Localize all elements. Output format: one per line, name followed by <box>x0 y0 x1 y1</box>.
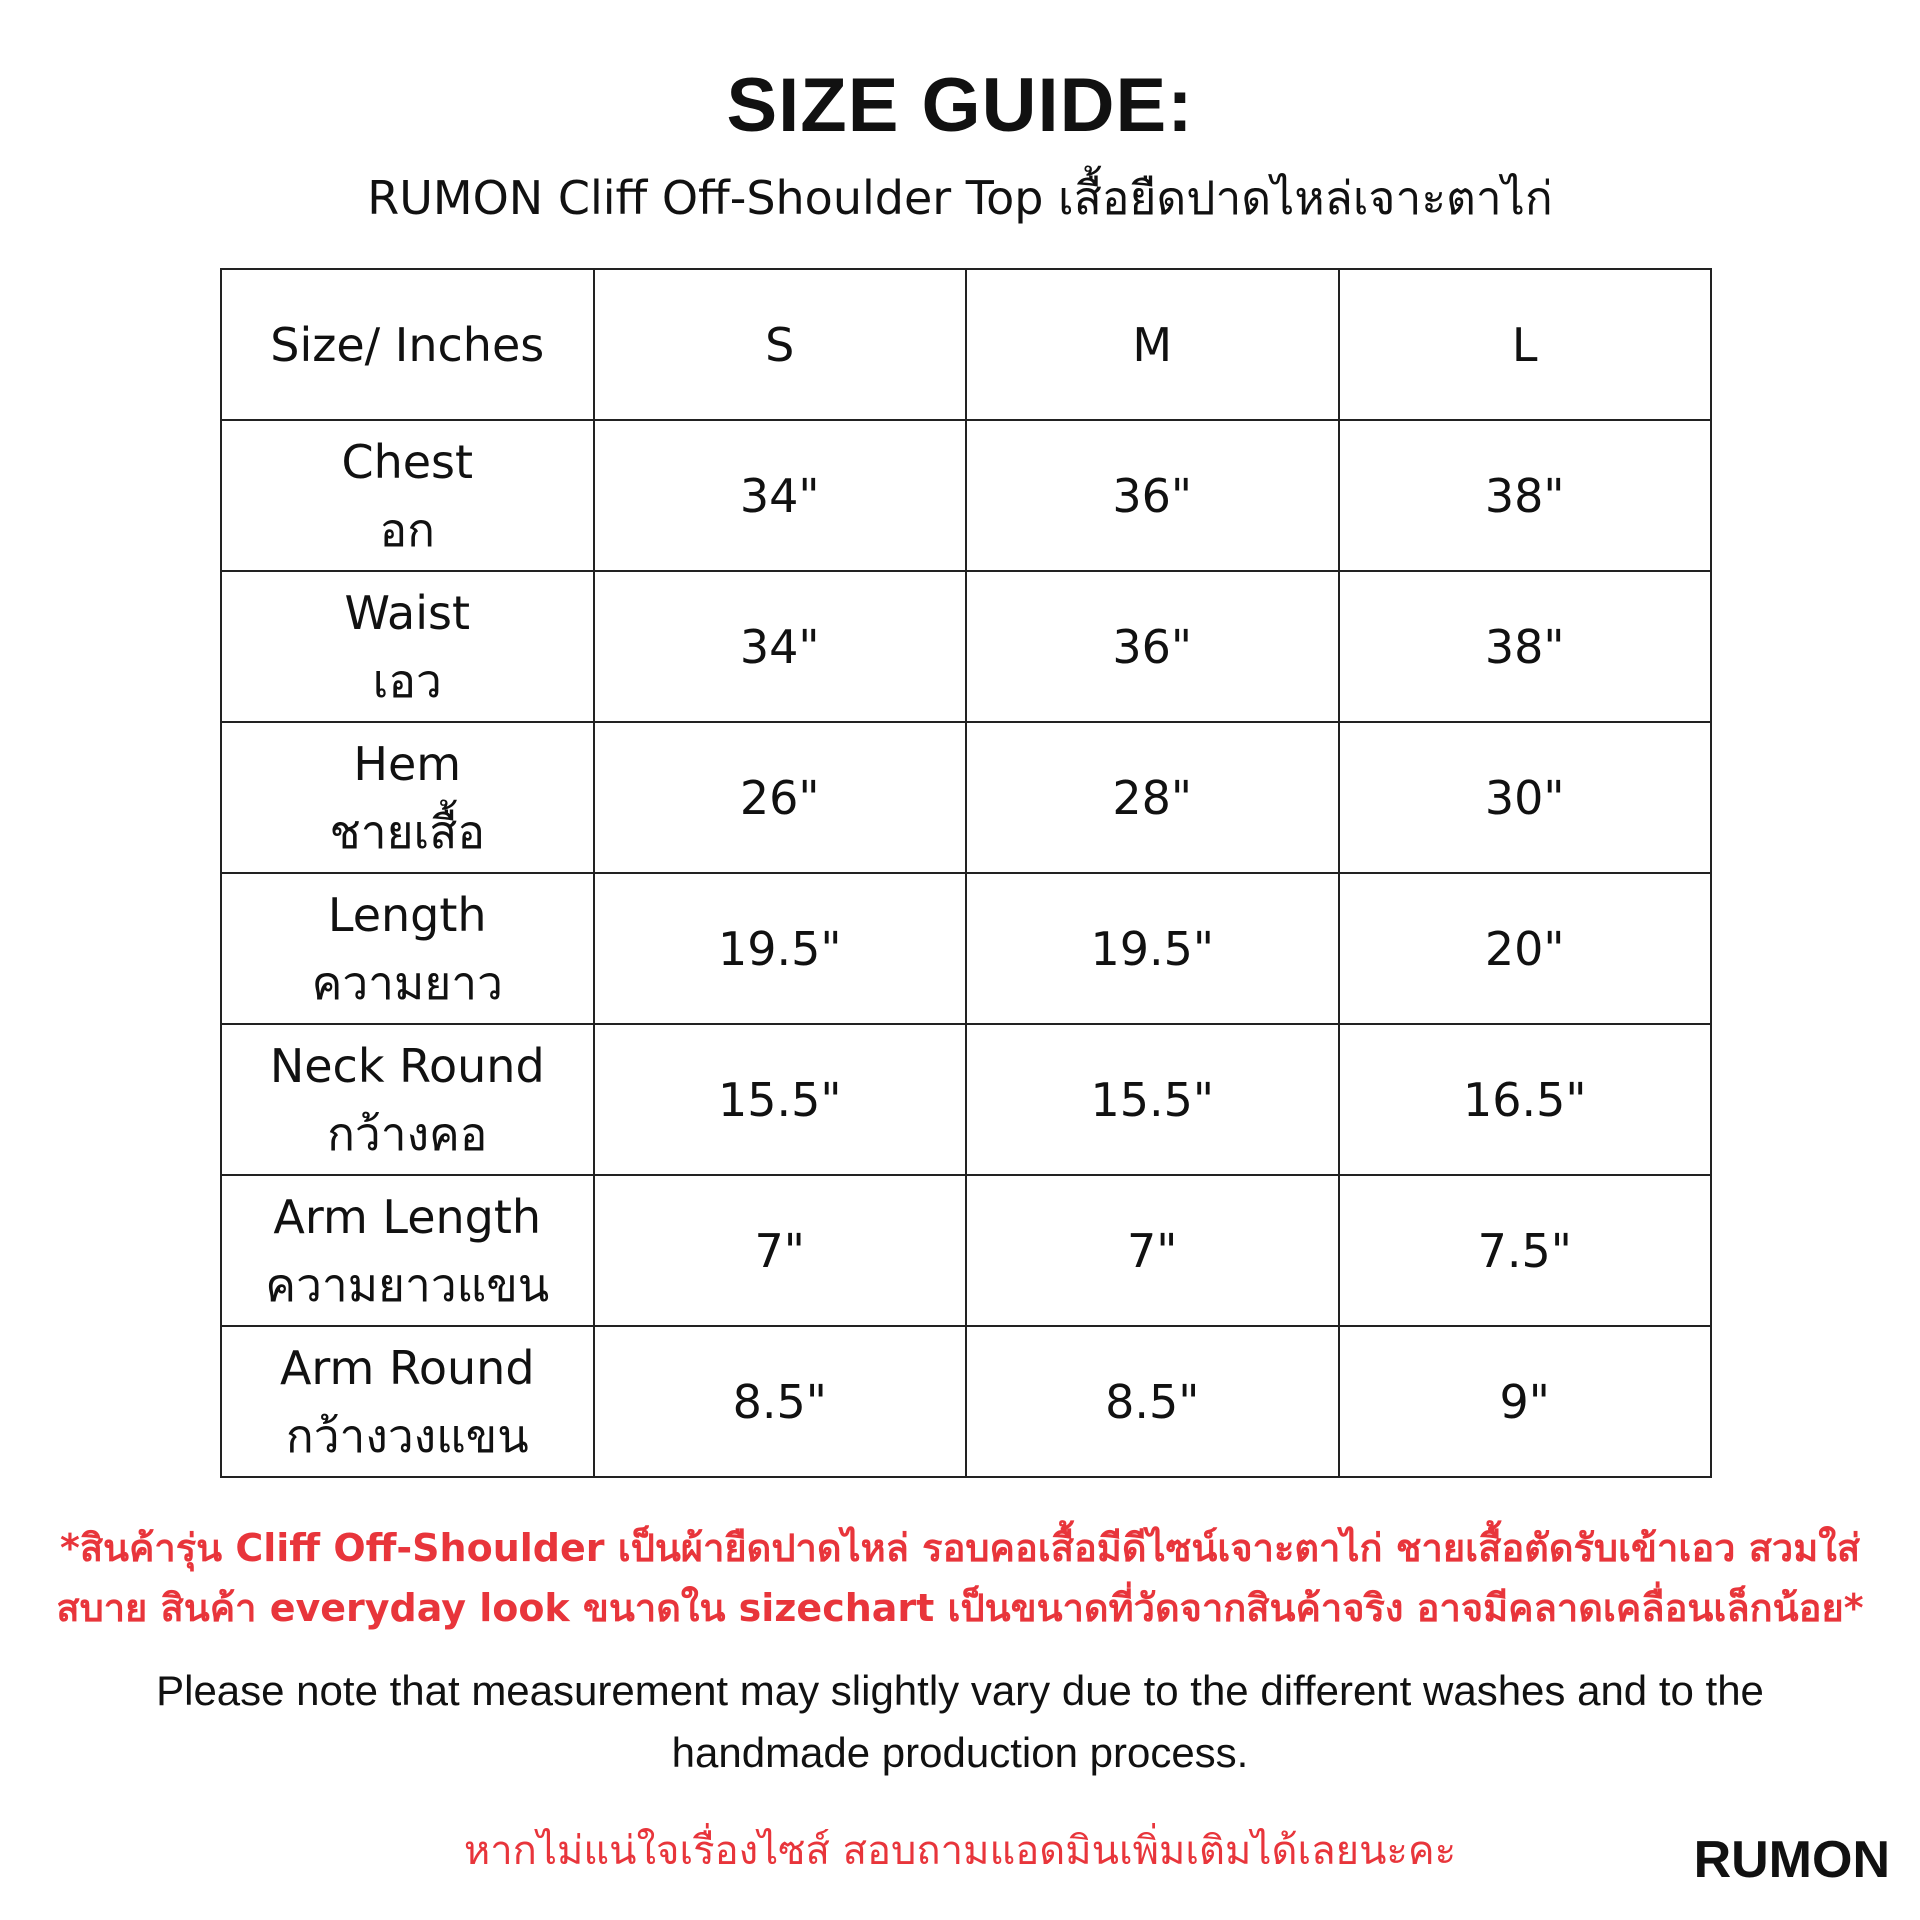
table-row-hem <box>221 722 1711 873</box>
value-cell-s: 7" <box>594 1175 967 1326</box>
row-label-cell <box>221 873 594 1024</box>
value-cell-l: 30" <box>1339 722 1712 873</box>
value-cell-s: 15.5" <box>594 1024 967 1175</box>
row-label-th: ชายเสื้อ <box>329 804 485 859</box>
table-row-arm-round <box>221 1326 1711 1477</box>
product-note-thai-line-2: สบาย สินค้า everyday look ขนาดใน sizechart เป็นขนาดที่วัดจากสินค้าจริง อาจมีคลาดเคลื่อนเล็กน้อย* <box>56 1586 1864 1630</box>
value-cell-m: 36" <box>966 420 1339 571</box>
value-cell-s: 34" <box>594 571 967 722</box>
row-label-cell <box>221 722 594 873</box>
row-label-en: Arm Length <box>273 1189 542 1244</box>
table-row-arm-length <box>221 1175 1711 1326</box>
value-cell-s: 26" <box>594 722 967 873</box>
table-row-waist <box>221 571 1711 722</box>
size-table <box>220 268 1712 1478</box>
row-label-th: เอว <box>372 653 442 708</box>
value-cell-l: 16.5" <box>1339 1024 1712 1175</box>
header-cell-l: L <box>1339 269 1712 420</box>
table-row-neck-round <box>221 1024 1711 1175</box>
row-label-en: Waist <box>344 585 470 640</box>
header-cell-s: S <box>594 269 967 420</box>
value-cell-s: 8.5" <box>594 1326 967 1477</box>
value-cell-m: 36" <box>966 571 1339 722</box>
header-cell-m: M <box>966 269 1339 420</box>
row-label-en: Hem <box>353 736 462 791</box>
row-label-th: กว้างคอ <box>327 1106 488 1161</box>
header-cell-size-inches: Size/ Inches <box>221 269 594 420</box>
value-cell-s: 34" <box>594 420 967 571</box>
table-row-chest <box>221 420 1711 571</box>
value-cell-l: 9" <box>1339 1326 1712 1477</box>
product-note-thai <box>50 1518 1870 1638</box>
row-label-cell <box>221 1175 594 1326</box>
row-label-en: Chest <box>341 434 474 489</box>
contact-admin-note: หากไม่แน่ใจเรื่องไซส์ สอบถามแอดมินเพิ่มเติมได้เลยนะคะ <box>463 1828 1457 1874</box>
product-subtitle: RUMON Cliff Off-Shoulder Top เสื้อยืดปาดไหล่เจาะตาไก่ <box>367 171 1553 225</box>
product-note-thai-line-1: *สินค้ารุ่น Cliff Off-Shoulder เป็นผ้ายืดปาดไหล่ รอบคอเสื้อมีดีไซน์เจาะตาไก่ ชายเสื้อตัดรับเข้าเอว สวมใส่ <box>59 1526 1861 1570</box>
page-title: SIZE GUIDE: <box>726 63 1194 148</box>
row-label-en: Neck Round <box>269 1038 545 1093</box>
row-label-en: Arm Round <box>279 1340 535 1395</box>
value-cell-m: 7" <box>966 1175 1339 1326</box>
value-cell-l: 7.5" <box>1339 1175 1712 1326</box>
table-header-row <box>221 269 1711 420</box>
row-label-cell <box>221 1024 594 1175</box>
value-cell-s: 19.5" <box>594 873 967 1024</box>
measurement-note-english: Please note that measurement may slightly vary due to the different washes and to the handmade production process. <box>156 1667 1764 1776</box>
value-cell-l: 38" <box>1339 571 1712 722</box>
brand-logo-text: RUMON <box>1693 1831 1890 1889</box>
value-cell-m: 28" <box>966 722 1339 873</box>
value-cell-m: 19.5" <box>966 873 1339 1024</box>
value-cell-l: 20" <box>1339 873 1712 1024</box>
row-label-en: Length <box>327 887 487 942</box>
row-label-cell <box>221 1326 594 1477</box>
row-label-cell <box>221 420 594 571</box>
table-row-length <box>221 873 1711 1024</box>
row-label-th: ความยาวแขน <box>265 1257 550 1312</box>
value-cell-m: 8.5" <box>966 1326 1339 1477</box>
row-label-th: กว้างวงแขน <box>285 1408 529 1463</box>
row-label-th: อก <box>379 502 435 557</box>
value-cell-m: 15.5" <box>966 1024 1339 1175</box>
row-label-th: ความยาว <box>311 955 503 1010</box>
value-cell-l: 38" <box>1339 420 1712 571</box>
row-label-cell <box>221 571 594 722</box>
